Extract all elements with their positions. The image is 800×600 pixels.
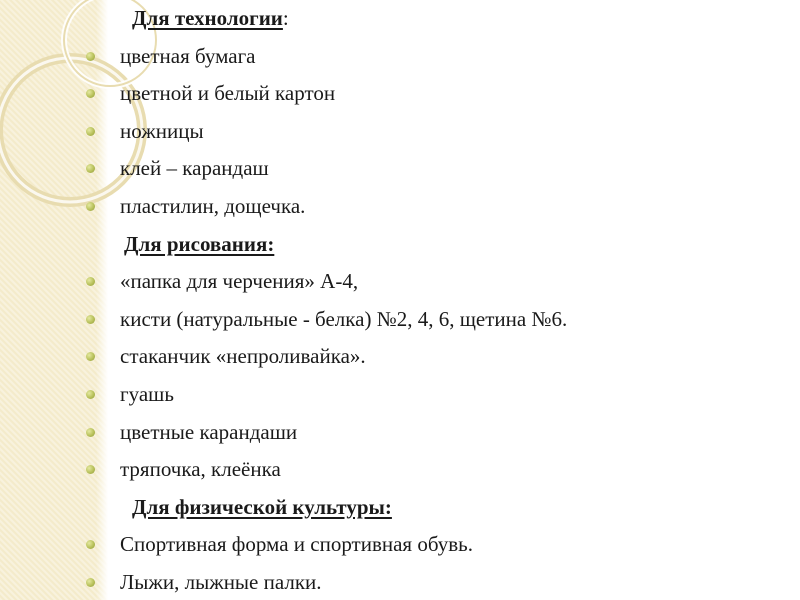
- bullet-list-content: [80, 0, 790, 600]
- list-item: [80, 451, 790, 489]
- heading-colon: :: [282, 6, 289, 30]
- list-item: [80, 75, 790, 113]
- round-bullet-icon: [86, 164, 95, 173]
- round-bullet-icon: [86, 277, 95, 286]
- round-bullet-icon: [86, 540, 95, 549]
- list-item-text: «папка для черчения» А-4,: [120, 269, 359, 294]
- round-bullet-icon: [86, 390, 95, 399]
- list-item: [80, 564, 790, 600]
- round-bullet-icon: [86, 127, 95, 136]
- list-item-text: цветной и белый картон: [120, 81, 336, 106]
- list-item: [80, 376, 790, 414]
- list-item: [80, 338, 790, 376]
- list-item: [80, 150, 790, 188]
- list-item-text: клей – карандаш: [120, 156, 269, 181]
- round-bullet-icon: [86, 352, 95, 361]
- list-item-text: Лыжи, лыжные палки.: [120, 569, 322, 594]
- list-item-text: стаканчик «непроливайка».: [120, 344, 366, 369]
- round-bullet-icon: [86, 428, 95, 437]
- list-item-text: цветная бумага: [120, 43, 256, 68]
- round-bullet-icon: [86, 465, 95, 474]
- heading-text: Для рисования:: [124, 231, 275, 256]
- list-item-text: гуашь: [120, 381, 174, 406]
- list-item-text: цветные карандаши: [120, 419, 298, 444]
- list-item: [80, 113, 790, 151]
- heading-text: Для технологии: [132, 6, 283, 30]
- round-bullet-icon: [86, 202, 95, 211]
- list-item-text: кисти (натуральные - белка) №2, 4, 6, щетина №6.: [120, 306, 568, 331]
- round-bullet-icon: [86, 52, 95, 61]
- list-item-text: ножницы: [120, 118, 204, 143]
- round-bullet-icon: [86, 578, 95, 587]
- list-item: [80, 263, 790, 301]
- list-item: [80, 38, 790, 76]
- heading-text: Для физической культуры:: [132, 494, 392, 519]
- list-item: [80, 526, 790, 564]
- list-item: [80, 414, 790, 452]
- list-item-text: пластилин, дощечка.: [120, 193, 306, 218]
- list-item: [80, 188, 790, 226]
- section-heading-drawing: [80, 226, 790, 264]
- list-item: [80, 301, 790, 339]
- section-heading-physical-education: [80, 489, 790, 527]
- list-item-text: Спортивная форма и спортивная обувь.: [120, 532, 473, 557]
- list-item-text: тряпочка, клеёнка: [120, 457, 281, 482]
- round-bullet-icon: [86, 89, 95, 98]
- section-heading-technology: [80, 0, 790, 38]
- round-bullet-icon: [86, 315, 95, 324]
